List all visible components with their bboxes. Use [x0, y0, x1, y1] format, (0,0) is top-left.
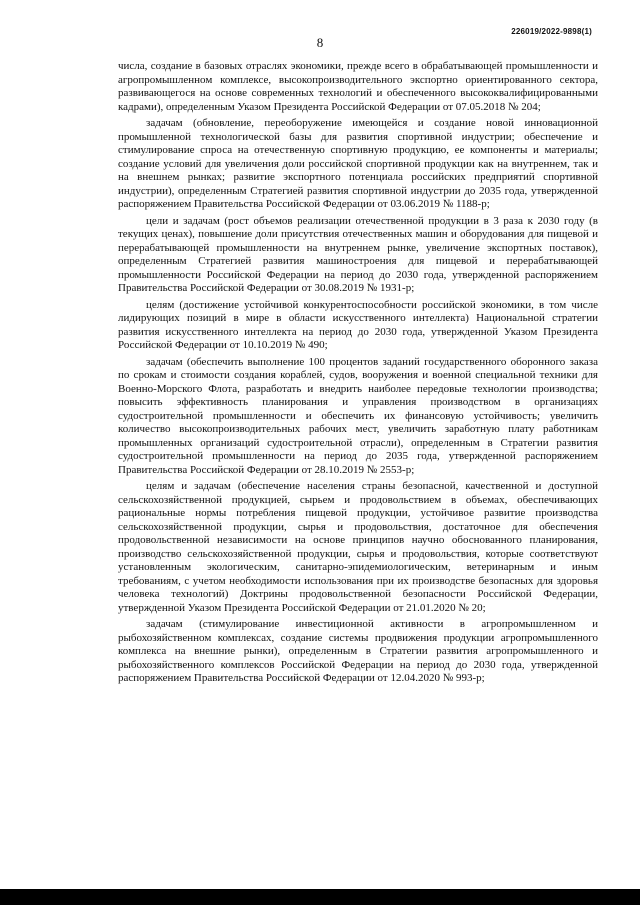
paragraph-5: задачам (обеспечить выполнение 100 процентов заданий государственного оборонного заказа по срокам и стоимости создания кораблей, судов, вооружения и военной специальной техники для Военно-Морского Флота, разработать и внедрить наиболее передовые технологии производства; повысить эффективность планирования и управления производством в организациях судостроительной промышленности и обеспечить их финансовую устойчивость; увеличить количество высокопроизводительных рабочих мест, увеличить заработную плату работникам промышленных организаций судостроительной отрасли), определенным в Стратегии развития судостроительной промышленности на период до 2035 года, утвержденной распоряжением Правительства Российской Федерации от 28.10.2019 № 2553-р;	[118, 355, 598, 476]
scan-edge-bar	[0, 889, 640, 905]
paragraph-1: числа, создание в базовых отраслях экономики, прежде всего в обрабатывающей промышленности и агропромышленном комплексе, высокопроизводительного экспортно ориентированного сектора, развивающегося на основе современных технологий и обеспеченного высококвалифицированными кадрами), определенным Указом Президента Российской Федерации от 07.05.2018 № 204;	[118, 60, 598, 113]
paragraph-2: задачам (обновление, переоборужение имеющейся и создание новой инновационной промышленной технологической базы для развития спортивной индустрии; обеспечение и стимулирование спроса на отечественную спортивную продукцию, ее компоненты и материалы; создание условий для увеличения доли российской спортивной продукции как на внутреннем, так и на внешнем рынках; развитие экспортного потенциала российских предприятий спортивной индустрии), определенным Стратегией развития спортивной индустрии до 2035 года, утвержденной распоряжением Правительства Российской Федерации от 03.06.2019 № 1188-р;	[118, 117, 598, 210]
paragraph-4: целям (достижение устойчивой конкурентоспособности российской экономики, в том числе лидирующих позиций в мире в области искусственного интеллекта) Национальной стратегии развития искусственного интеллекта на период до 2030 года, утвержденной Указом Президента Российской Федерации от 10.10.2019 № 490;	[118, 298, 598, 351]
document-body	[118, 60, 598, 689]
document-id: 226019/2022-9898(1)	[511, 27, 592, 36]
paragraph-6: целям и задачам (обеспечение населения страны безопасной, качественной и доступной сельскохозяйственной продукцией, сырьем и продовольствием в объемах, обеспечивающих рациональные нормы потребления пищевой продукции, устойчивое развитие производства сельскохозяйственной продукции, сырья и продовольствия, достаточное для обеспечения продовольственной независимости на основе принципов научно обоснованного планирования, производство сельскохозяйственной продукции, сырья и продовольствия, которые соответствуют установленным экологическим, санитарно-эпидемиологическим, ветеринарным и иным требованиям, с учетом необходимости использования при их производстве безопасных для здоровья человека технологий) Доктрины продовольственной безопасности Российской Федерации, утвержденной Указом Президента Российской Федерации от 21.01.2020 № 20;	[118, 480, 598, 614]
paragraph-7: задачам (стимулирование инвестиционной активности в агропромышленном и рыбохозяйственном комплексах, создание системы продвижения продукции агропромышленного комплекса на внешние рынки), определенным в Стратегии развития агропромышленного и рыбохозяйственного комплексов Российской Федерации на период до 2030 года, утвержденной распоряжением Правительства Российской Федерации от 12.04.2020 № 993-р;	[118, 618, 598, 684]
paragraph-3: цели и задачам (рост объемов реализации отечественной продукции в 3 раза к 2030 году (в текущих ценах), повышение доли присутствия отечественных машин и оборудования для пищевой и перерабатывающей промышленности на внутреннем рынке, увеличение экспортных поставок), определенным Стратегией развития машиностроения для пищевой и перерабатывающей промышленности Российской Федерации на период до 2030 года, утвержденной распоряжением Правительства Российской Федерации от 30.08.2019 № 1931-р;	[118, 214, 598, 294]
page-number: 8	[316, 35, 324, 50]
